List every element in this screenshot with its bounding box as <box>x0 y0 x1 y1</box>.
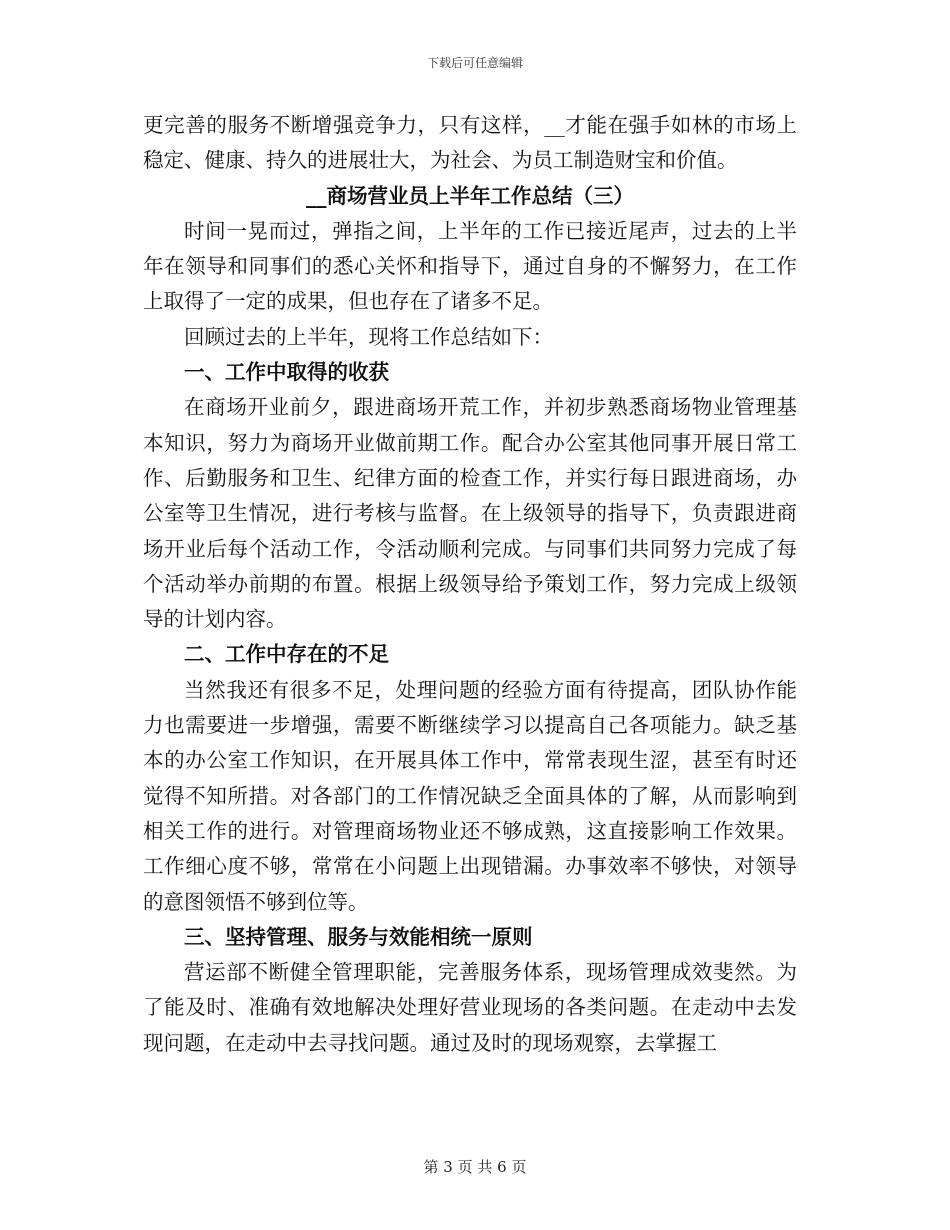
intro-paragraph-1: 时间一晃而过，弹指之间，上半年的工作已接近尾声，过去的上半年在领导和同事们的悉心关怀和指导下，通过自身的不懈努力，在工作上取得了一定的成果，但也存在了诸多不足。 <box>143 218 797 314</box>
continuation-paragraph: 更完善的服务不断增强竞争力，只有这样，__才能在强手如林的市场上稳定、健康、持久的进展壮大，为社会、为员工制造财宝和价值。 <box>143 113 797 173</box>
intro-paragraph-2: 回顾过去的上半年，现将工作总结如下： <box>184 324 553 349</box>
section-3-paragraph: 营运部不断健全管理职能，完善服务体系，现场管理成效斐然。为了能及时、准确有效地解决处理好营业现场的各类问题。在走动中去发现问题，在走动中去寻找问题。通过及时的现场观察，去掌握工 <box>143 960 797 1055</box>
section-3-heading: 三、坚持管理、服务与效能相统一原则 <box>184 924 533 949</box>
document-body <box>143 108 797 1061</box>
document-title: __商场营业员上半年工作总结（三） <box>306 183 634 208</box>
section-1-heading: 一、工作中取得的收获 <box>184 360 389 385</box>
section-2-paragraph: 当然我还有很多不足，处理问题的经验方面有待提高，团队协作能力也需要进一步增强，需要不断继续学习以提高自己各项能力。缺乏基本的办公室工作知识，在开展具体工作中，常常表现生涩，甚至有时还觉得不知所措。对各部门的工作情况缺乏全面具体的了解，从而影响到相关工作的进行。对管理商场物业还不够成熟，这直接影响工作效果。工作细心度不够，常常在小问题上出现错漏。办事效率不够快，对领导的意图领悟不够到位等。 <box>143 677 797 914</box>
page-footer: 第 3 页 共 6 页 <box>423 1158 527 1176</box>
section-1-paragraph: 在商场开业前夕，跟进商场开荒工作，并初步熟悉商场物业管理基本知识，努力为商场开业做前期工作。配合办公室其他同事开展日常工作、后勤服务和卫生、纪律方面的检查工作，并实行每日跟进商场，办公室等卫生情况，进行考核与监督。在上级领导的指导下，负责跟进商场开业后每个活动工作，令活动顺利完成。与同事们共同努力完成了每个活动举办前期的布置。根据上级领导给予策划工作，努力完成上级领导的计划内容。 <box>143 395 797 632</box>
page-header: 下载后可任意编辑 <box>426 56 523 70</box>
section-2-heading: 二、工作中存在的不足 <box>184 642 389 667</box>
